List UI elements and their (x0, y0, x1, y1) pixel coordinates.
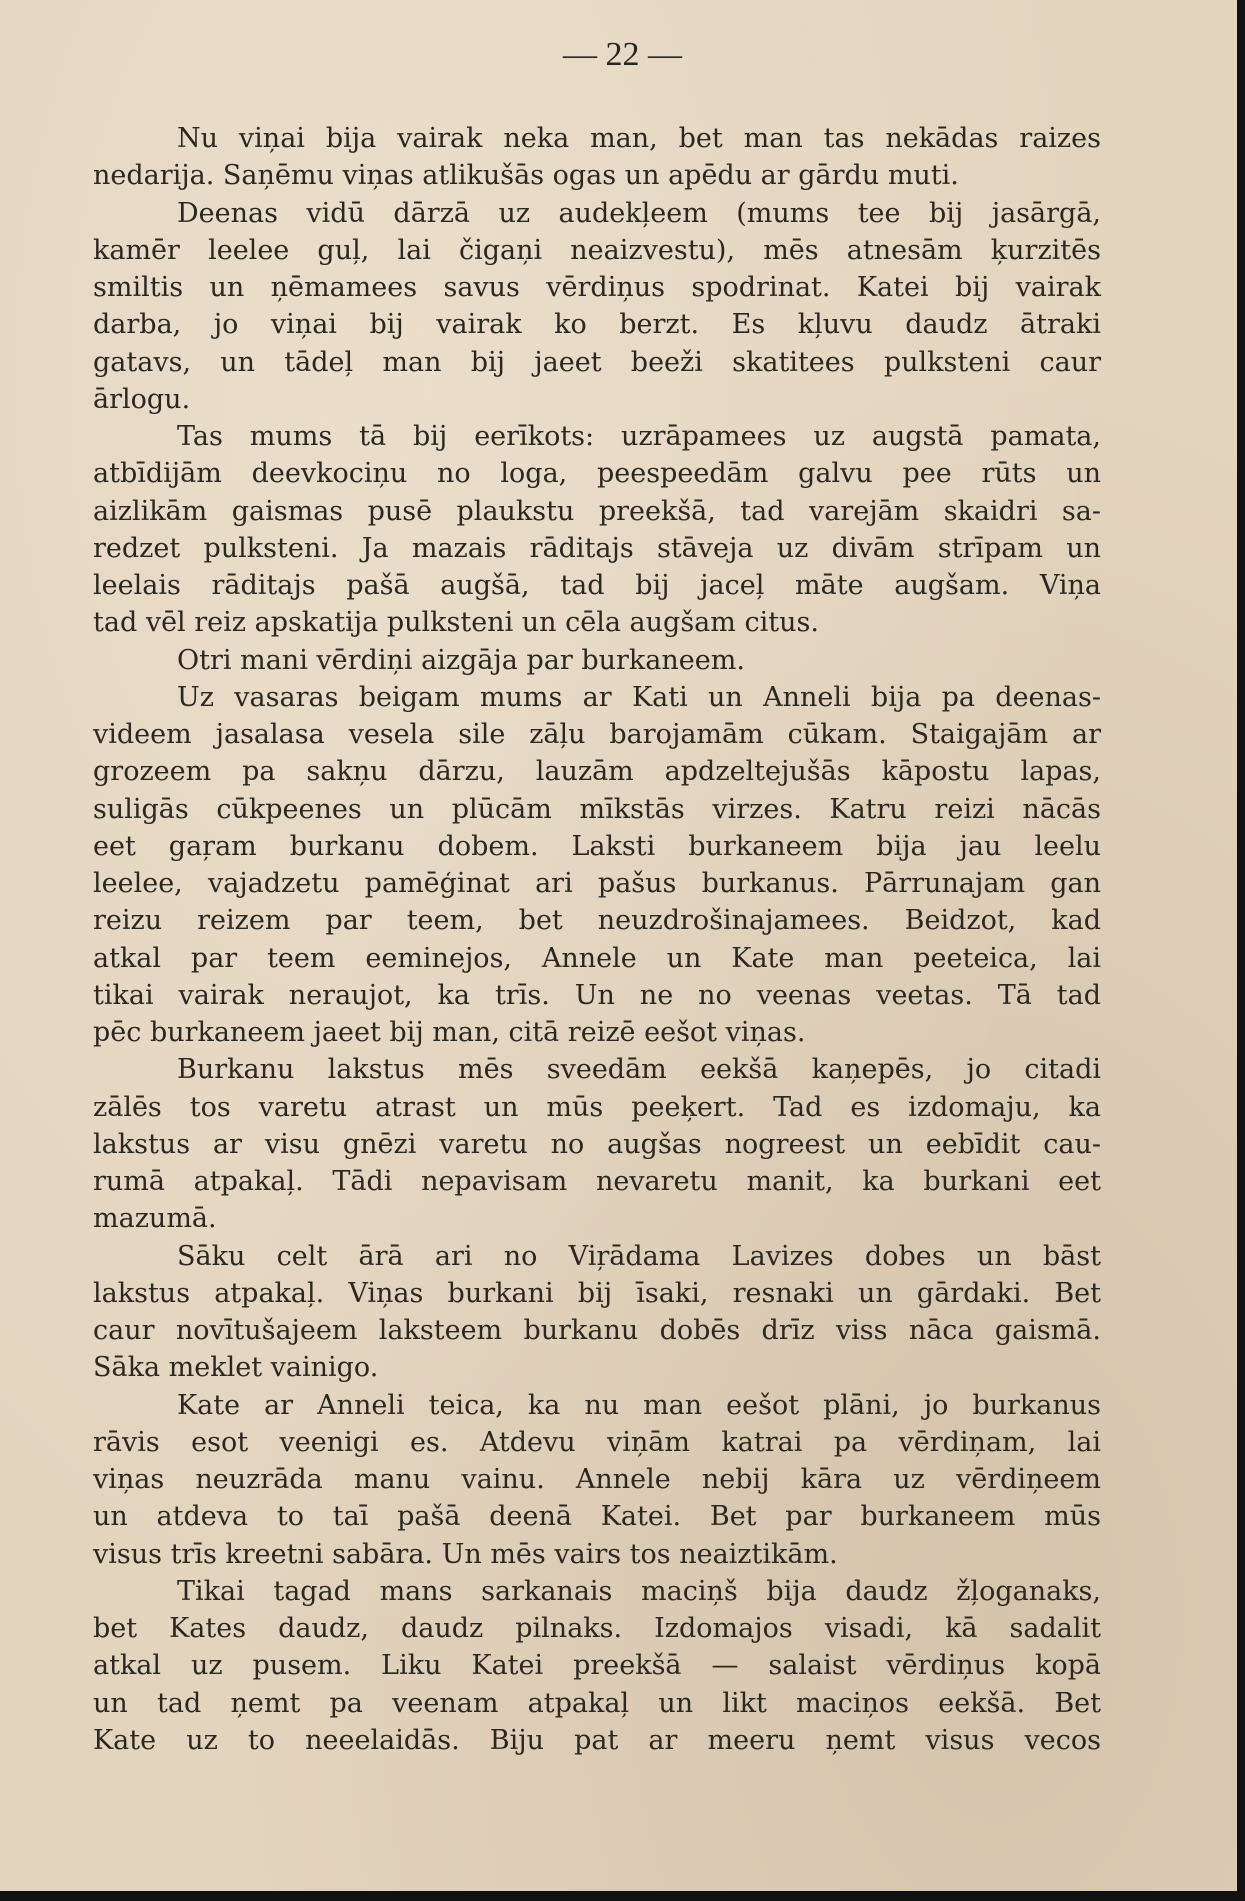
text-line: smiltis un ņēmamees savus vērdiņus spodrinat. Katei bij vairak (93, 272, 1101, 303)
text-line: caur novītušajeem laksteem burkanu dobēs drīz viss nāca gaismā. (93, 1315, 1101, 1346)
text-line: aizlikām gaismas pusē plaukstu preekšā, tad varejām skaidri sa- (93, 495, 1101, 527)
text-line: Otri mani vērdiņi aizgāja par burkaneem. (177, 644, 745, 676)
text-line: eet gaŗam burkanu dobem. Laksti burkaneem bija jau leelu (93, 830, 1101, 862)
text-line: gatavs, un tādeļ man bij jaeet beeži skatitees pulksteni caur (93, 346, 1101, 378)
text-line: Deenas vidū dārzā uz audekļeem (mums tee bij jasārgā, (177, 197, 1101, 229)
text-line: Kate ar Anneli teica, ka nu man eešot plāni, jo burkanus (177, 1389, 1101, 1421)
text-line: leelee, vajadzetu pamēģinat ari pašus burkanus. Pārrunajam gan (93, 868, 1101, 899)
text-line: Uz vasaras beigam mums ar Kati un Anneli bija pa deenas- (177, 681, 1101, 713)
text-line: mazumā. (93, 1203, 217, 1235)
page-number: — 22 — (563, 36, 682, 73)
text-line: Tikai tagad mans sarkanais maciņš bija daudz žļoganaks, (177, 1575, 1101, 1607)
text-line: atkal par teem eeminejos, Annele un Kate man peeteica, lai (93, 942, 1101, 974)
text-line: kamēr leelee guļ, lai čigaņi neaizvestu), mēs atnesām ķurzitēs (93, 234, 1101, 266)
text-line: Sāku celt ārā ari no Viŗādama Lavizes dobes un bāst (177, 1240, 1101, 1272)
text-line: un tad ņemt pa veenam atpakaļ un likt maciņos eekšā. Bet (93, 1687, 1101, 1719)
text-line: pēc burkaneem jaeet bij man, citā reizē eešot viņas. (93, 1017, 806, 1048)
page-bottom-edge (0, 1891, 1245, 1901)
text-line: Sāka meklet vainigo. (93, 1352, 379, 1384)
text-line: lakstus ar visu gnēzi varetu no augšas nogreest un eebīdit cau- (93, 1128, 1101, 1160)
text-line: lakstus atpakaļ. Viņas burkani bij īsaki, resnaki un gārdaki. Bet (93, 1277, 1101, 1309)
text-line: Kate uz to neeelaidās. Biju pat ar meeru ņemt visus vecos (93, 1724, 1101, 1756)
text-line: Burkanu lakstus mēs sveedām eekšā kaņepēs, jo citadi (177, 1054, 1101, 1086)
text-line: tikai vairak neraujot, ka trīs. Un ne no veenas veetas. Tā tad (93, 979, 1101, 1011)
text-line: redzet pulksteni. Ja mazais rāditajs stāveja uz divām strīpam un (93, 532, 1101, 564)
text-line: atbīdijām deevkociņu no loga, peespeedām galvu pee rūts un (93, 458, 1101, 490)
text-line: reizu reizem par teem, bet neuzdrošinajamees. Beidzot, kad (93, 905, 1101, 937)
page-edge-shadow (1237, 0, 1245, 1901)
text-line: nedarija. Saņēmu viņas atlikušās ogas un apēdu ar gārdu muti. (93, 160, 959, 192)
text-line: videem jasalasa vesela sile zāļu barojamām cūkam. Staigajām ar (93, 719, 1101, 750)
text-line: Nu viņai bija vairak neka man, bet man tas nekādas raizes (177, 123, 1101, 154)
text-line: Tas mums tā bij eerīkots: uzrāpamees uz augstā pamata, (177, 421, 1101, 452)
text-line: atkal uz pusem. Liku Katei preekšā — salaist vērdiņus kopā (93, 1650, 1101, 1682)
text-line: viņas neuzrāda manu vainu. Annele nebij kāra uz vērdiņeem (93, 1464, 1101, 1495)
text-line: un atdeva to taī pašā deenā Katei. Bet par burkaneem mūs (93, 1501, 1101, 1533)
text-line: suligās cūkpeenes un plūcām mīkstās virzes. Katru reizi nācās (93, 793, 1101, 825)
text-line: grozeem pa sakņu dārzu, lauzām apdzeltejušās kāpostu lapas, (93, 756, 1101, 788)
text-line: tad vēl reiz apskatija pulksteni un cēla augšam citus. (93, 607, 819, 639)
body-text (93, 120, 1101, 1759)
text-line: zālēs tos varetu atrast un mūs peeķert. Tad es izdomaju, ka (93, 1091, 1101, 1123)
text-line: visus trīs kreetni sabāra. Un mēs vairs tos neaiztikām. (93, 1538, 838, 1570)
text-line: bet Kates daudz, daudz pilnaks. Izdomajos visadi, kā sadalit (93, 1613, 1101, 1644)
text-line: darba, jo viņai bij vairak ko berzt. Es kļuvu daudz ātraki (93, 309, 1101, 341)
text-line: ārlogu. (93, 383, 191, 415)
text-line: rumā atpakaļ. Tādi nepavisam nevaretu manit, ka burkani eet (93, 1166, 1101, 1197)
text-line: rāvis esot veenigi es. Atdevu viņām katrai pa vērdiņam, lai (93, 1426, 1101, 1458)
text-line: leelais rāditajs pašā augšā, tad bij jaceļ māte augšam. Viņa (93, 570, 1101, 601)
